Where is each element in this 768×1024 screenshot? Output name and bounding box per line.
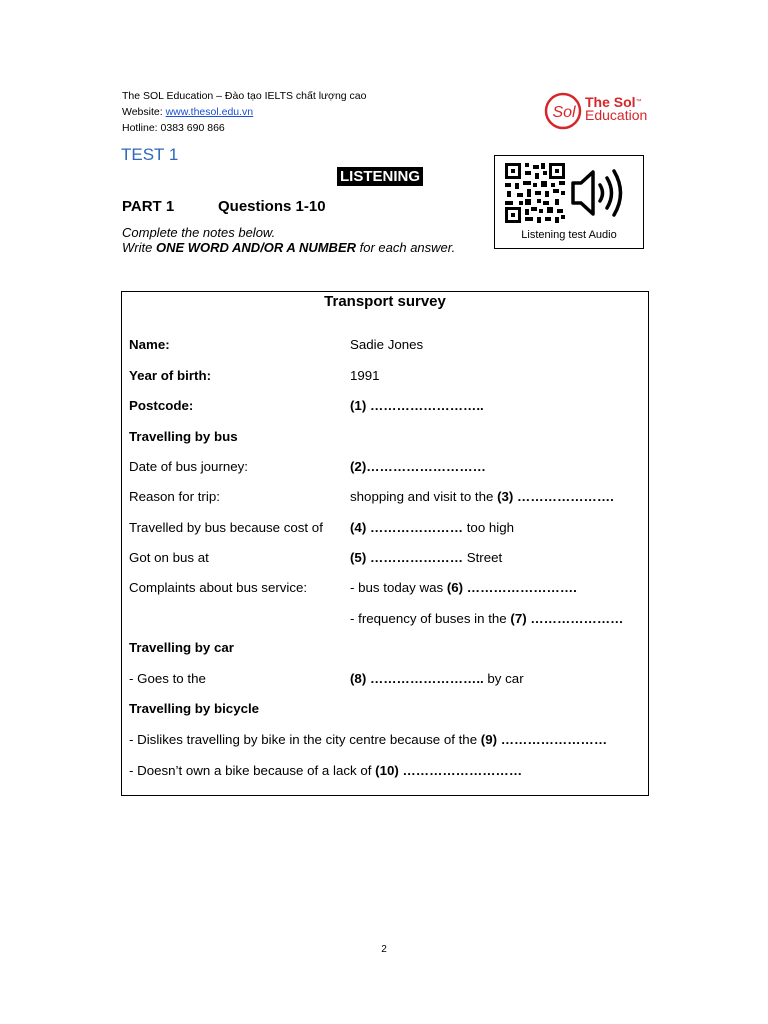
- yob-label: Year of birth:: [129, 368, 212, 383]
- hotline: Hotline: 0383 690 866: [122, 122, 225, 134]
- reason-label: Reason for trip:: [129, 489, 220, 504]
- bicycle-heading: Travelling by bicycle: [129, 701, 260, 716]
- answer-blank-6[interactable]: (6) …………………….: [446, 580, 577, 595]
- audio-icons: [503, 161, 633, 225]
- answer-blank-8[interactable]: (8) ……………………..: [350, 671, 484, 686]
- dislikes-line: - Dislikes travelling by bike in the city centre because of the (9) ……………………: [129, 732, 608, 747]
- header-line1: The SOL Education – Đào tạo IELTS chất lượng cao: [122, 90, 367, 102]
- cost-value: (4) ………………… too high: [350, 520, 515, 535]
- cost-label: Travelled by bus because cost of: [129, 520, 323, 535]
- bus-heading: Travelling by bus: [129, 429, 238, 444]
- qr-code-icon: [505, 163, 565, 223]
- answer-blank-4[interactable]: (4) …………………: [350, 520, 464, 535]
- transport-survey-box: [121, 291, 649, 796]
- name-label: Name:: [129, 337, 170, 352]
- own-line: - Doesn’t own a bike because of a lack of (10) ………………………: [129, 763, 523, 778]
- sol-logo-icon: [544, 91, 584, 131]
- complaints-label: Complaints about bus service:: [129, 580, 308, 595]
- logo-mark: Sol: [552, 104, 576, 121]
- speaker-icon: [573, 171, 621, 215]
- goes-label: - Goes to the: [129, 671, 206, 686]
- website-line: Website: www.thesol.edu.vn: [122, 106, 254, 118]
- answer-blank-3[interactable]: (3) ………………….: [497, 489, 614, 504]
- audio-caption: Listening test Audio: [521, 229, 617, 241]
- instruction-line1: Complete the notes below.: [122, 225, 276, 240]
- section-label: LISTENING: [337, 167, 423, 186]
- answer-blank-5[interactable]: (5) …………………: [350, 550, 464, 565]
- logo-text: [585, 96, 647, 122]
- questions-range: Questions 1-10: [218, 198, 326, 215]
- logo-name-line2: Education: [585, 107, 648, 123]
- yob-value: 1991: [350, 368, 380, 383]
- logo-tm: ™: [635, 99, 642, 105]
- goes-value: (8) …………………….. by car: [350, 671, 524, 686]
- answer-blank-10[interactable]: (10) ………………………: [375, 763, 523, 778]
- audio-box[interactable]: [494, 155, 644, 249]
- website-link[interactable]: www.thesol.edu.vn: [165, 106, 254, 118]
- complaint-1: - bus today was (6) …………………….: [350, 580, 577, 595]
- date-label: Date of bus journey:: [129, 459, 249, 474]
- goton-label: Got on bus at: [129, 550, 209, 565]
- answer-blank-7[interactable]: (7) …………………: [510, 611, 624, 626]
- answer-blank-2[interactable]: (2)………………………: [350, 459, 486, 474]
- answer-blank-1[interactable]: (1) ……………………..: [350, 398, 484, 413]
- answer-blank-9[interactable]: (9) ……………………: [480, 732, 608, 747]
- sol-logo: [544, 91, 656, 131]
- postcode-label: Postcode:: [129, 398, 194, 413]
- instructions: [122, 225, 455, 255]
- goton-value: (5) ………………… Street: [350, 550, 503, 565]
- test-title: TEST 1: [121, 145, 179, 164]
- complaint-2: - frequency of buses in the (7) …………………: [350, 611, 624, 626]
- survey-title: Transport survey: [324, 293, 446, 310]
- header-info: [122, 88, 366, 136]
- name-value: Sadie Jones: [350, 337, 424, 352]
- page-number: 2: [381, 944, 387, 955]
- reason-value: shopping and visit to the (3) ………………….: [350, 489, 614, 504]
- instruction-line2: Write ONE WORD AND/OR A NUMBER for each answer.: [122, 240, 456, 255]
- car-heading: Travelling by car: [129, 640, 234, 655]
- part-heading: [122, 198, 326, 215]
- part-label: PART 1: [122, 198, 175, 215]
- logo-name-line1: The Sol: [585, 94, 636, 110]
